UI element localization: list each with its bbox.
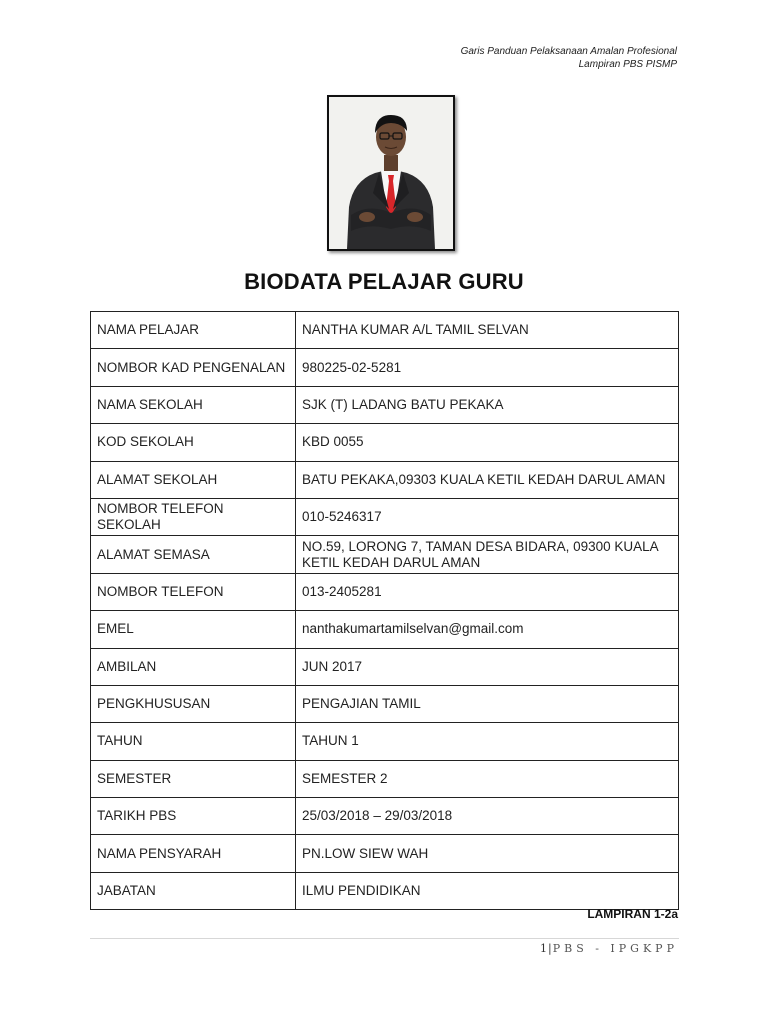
biodata-table <box>90 311 679 910</box>
field-label: KOD SEKOLAH <box>91 424 296 461</box>
field-value: PENGAJIAN TAMIL <box>296 685 679 722</box>
table-row <box>91 386 679 423</box>
header-guideline-title: Garis Panduan Pelaksanaan Amalan Profesional <box>460 46 677 57</box>
field-label: JABATAN <box>91 872 296 909</box>
field-label: ALAMAT SEMASA <box>91 536 296 573</box>
table-row <box>91 648 679 685</box>
table-row <box>91 573 679 610</box>
field-value: 980225-02-5281 <box>296 349 679 386</box>
field-value: PN.LOW SIEW WAH <box>296 835 679 872</box>
header-appendix-title: Lampiran PBS PISMP <box>578 59 677 70</box>
field-label: AMBILAN <box>91 648 296 685</box>
footer-separator: | <box>547 942 552 955</box>
field-value: 013-2405281 <box>296 573 679 610</box>
field-value: 25/03/2018 – 29/03/2018 <box>296 798 679 835</box>
table-row <box>91 760 679 797</box>
field-label: NOMBOR TELEFON <box>91 573 296 610</box>
field-value: KBD 0055 <box>296 424 679 461</box>
table-row <box>91 835 679 872</box>
table-row <box>91 424 679 461</box>
field-value: NANTHA KUMAR A/L TAMIL SELVAN <box>296 312 679 349</box>
field-label: PENGKHUSUSAN <box>91 685 296 722</box>
table-row <box>91 685 679 722</box>
field-label: EMEL <box>91 611 296 648</box>
table-row <box>91 461 679 498</box>
field-value: SJK (T) LADANG BATU PEKAKA <box>296 386 679 423</box>
table-row <box>91 498 679 535</box>
field-label: TAHUN <box>91 723 296 760</box>
field-value: 010-5246317 <box>296 498 679 535</box>
field-value: BATU PEKAKA,09303 KUALA KETIL KEDAH DARUL AMAN <box>296 461 679 498</box>
field-label: NAMA SEKOLAH <box>91 386 296 423</box>
field-label: NAMA PELAJAR <box>91 312 296 349</box>
student-photo <box>327 95 455 251</box>
footer-brand: PBS - IPGKPP <box>552 942 678 955</box>
field-value: JUN 2017 <box>296 648 679 685</box>
field-value: NO.59, LORONG 7, TAMAN DESA BIDARA, 09300 KUALA KETIL KEDAH DARUL AMAN <box>296 536 679 573</box>
field-value: nanthakumartamilselvan@gmail.com <box>296 611 679 648</box>
field-label: NAMA PENSYARAH <box>91 835 296 872</box>
page-title: BIODATA PELAJAR GURU <box>244 269 524 294</box>
field-value: TAHUN 1 <box>296 723 679 760</box>
field-label: TARIKH PBS <box>91 798 296 835</box>
page-number: 1 <box>539 942 547 955</box>
table-row <box>91 798 679 835</box>
field-label: SEMESTER <box>91 760 296 797</box>
appendix-label: LAMPIRAN 1-2a <box>587 907 678 921</box>
page-footer <box>540 942 678 955</box>
table-row <box>91 611 679 648</box>
page-header <box>461 45 677 71</box>
field-value: ILMU PENDIDIKAN <box>296 872 679 909</box>
field-label: ALAMAT SEKOLAH <box>91 461 296 498</box>
table-row <box>91 349 679 386</box>
table-row <box>91 872 679 909</box>
field-label: NOMBOR KAD PENGENALAN <box>91 349 296 386</box>
field-value: SEMESTER 2 <box>296 760 679 797</box>
field-label: NOMBOR TELEFON SEKOLAH <box>91 498 296 535</box>
table-row <box>91 536 679 573</box>
table-row <box>91 312 679 349</box>
footer-divider <box>90 938 679 939</box>
table-row <box>91 723 679 760</box>
